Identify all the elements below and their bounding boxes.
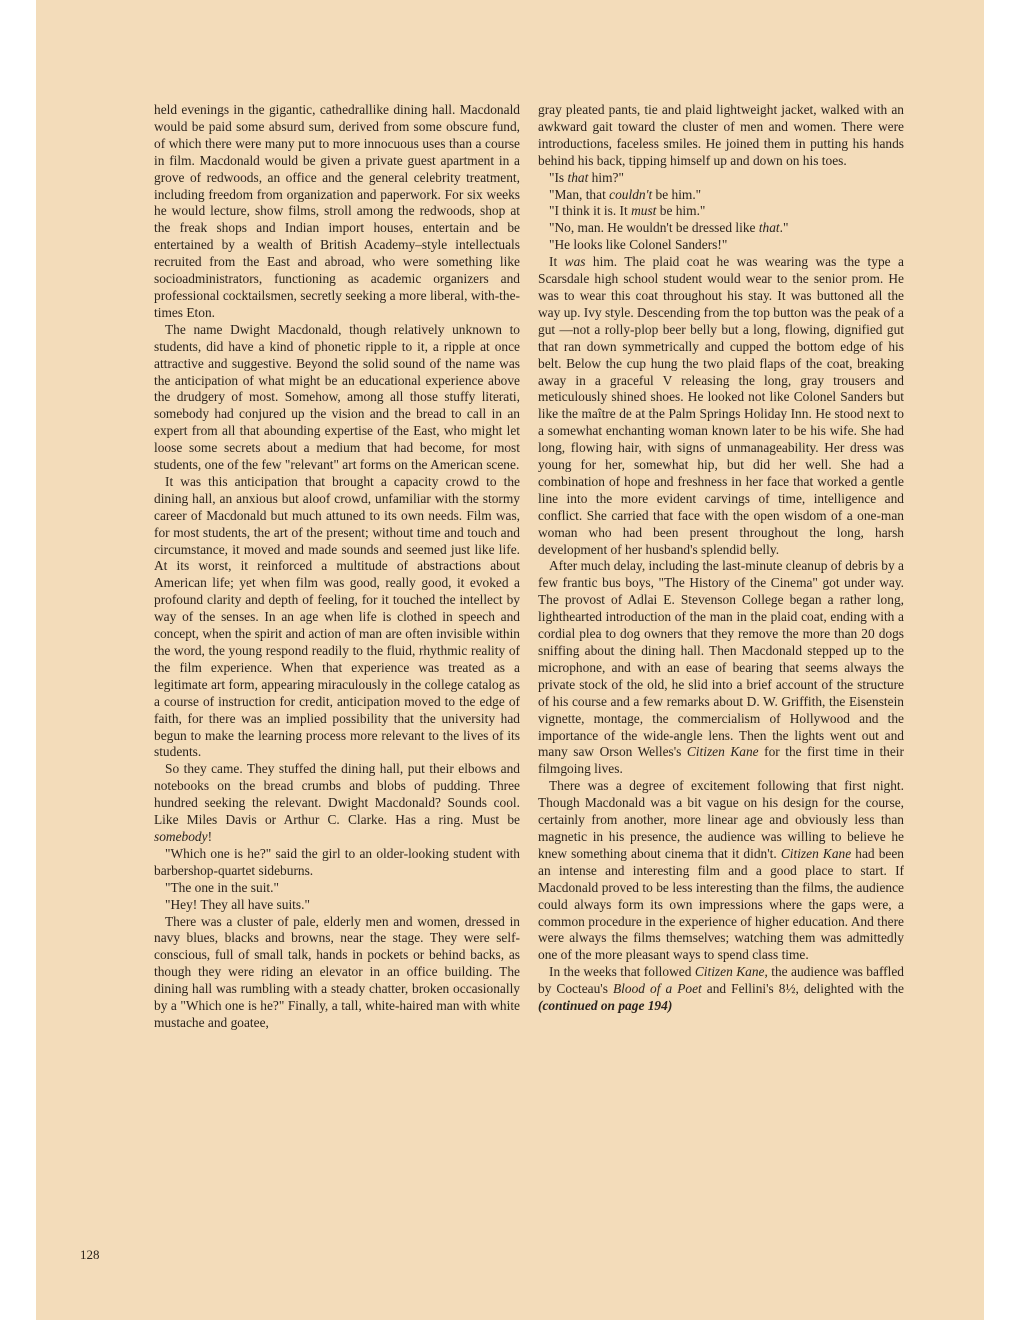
paragraph bbox=[154, 102, 520, 322]
left-text-column bbox=[154, 102, 520, 1032]
film-title: Blood of a Poet bbox=[612, 981, 702, 997]
paragraph bbox=[154, 846, 520, 880]
dialogue-line: "No, man. He wouldn't be dressed like bbox=[549, 220, 759, 236]
emphasis-text: somebody bbox=[154, 828, 208, 844]
paragraph bbox=[538, 102, 904, 170]
paragraph bbox=[154, 897, 520, 914]
paragraph-text: held evenings in the gigantic, cathedrallike dining hall. Macdonald would be paid some absurd sum, derived from some obscure fund, of which there were many put to more innocuous uses than a course in film. Macdonald would be given a private guest apartment in a grove of redwoods, an office and the general celebrity treatment, including freedom from organization and paperwork. For six weeks he would lecture, show films, stroll among the redwoods, shop at the freak shops and Indian import houses, entertain and be entertained by a wealth of British Academy–style intellectuals recruited from the East and abroad, who were something like socioadministrators, functioning as academic organizers and professional cocktailsmen, secretly seeking a more liberal, with-the-times Eton. bbox=[154, 102, 520, 320]
paragraph bbox=[538, 187, 904, 204]
dialogue-line: "Hey! They all have suits." bbox=[165, 896, 310, 912]
paragraph-text: , the audience was baffled by Cocteau's bbox=[538, 964, 904, 997]
paragraph-text: There was a degree of excitement following that first night. Though Macdonald was a bit vague on his design for the course, certainly from another, more linear age and obviously less than magnetic in his presence, the audience was willing to believe he knew something about cinema that it didn't. bbox=[538, 778, 904, 861]
paragraph bbox=[538, 237, 904, 254]
paragraph-text: had been an intense and interesting film and a good place to start. If Macdonald proved to be less interesting than the films, the audience could always form its own impressions where the gaps were, a common procedure in the experience of higher education. And there were always the films themselves; watching them was admittedly one of the more pleasant ways to spend class time. bbox=[538, 845, 904, 963]
paragraph bbox=[154, 880, 520, 897]
paragraph bbox=[538, 964, 904, 1015]
emphasis-text: must bbox=[631, 203, 657, 219]
dialogue-line: ." bbox=[779, 220, 789, 236]
paragraph-text: There was a cluster of pale, elderly men and women, dressed in navy blues, blacks and browns, near the stage. They were self-conscious, full of small talk, hands in pockets or behind backs, as though they were riding an elevator in an office building. The dining hall was rumbling with a steady chatter, broken occasionally by a "Which one is he?" Finally, a tall, white-haired man with white mustache and goatee, bbox=[154, 913, 520, 1030]
film-title: Citizen Kane bbox=[686, 744, 759, 760]
paragraph bbox=[538, 170, 904, 187]
emphasis-text: that bbox=[567, 169, 589, 185]
paragraph bbox=[538, 778, 904, 964]
paragraph bbox=[538, 220, 904, 237]
dialogue-line: be him." bbox=[652, 186, 702, 202]
paragraph bbox=[154, 761, 520, 846]
page-number: 128 bbox=[80, 1247, 100, 1262]
paragraph-text: for the first time in their filmgoing lives. bbox=[538, 744, 904, 777]
paragraph bbox=[154, 914, 520, 1032]
paragraph bbox=[538, 203, 904, 220]
dialogue-line: be him." bbox=[656, 203, 706, 219]
paragraph-text: It was this anticipation that brought a capacity crowd to the dining hall, an anxious but aloof crowd, unfamiliar with the stormy career of Macdonald but much attuned to its own needs. Film was, for most students, the art of the present; without time and touch and circumstance, it moved and made sounds and seemed just like life. At its worst, it reinforced a multitude of abstractions about American life; yet when film was good, really good, it evoked a profound clarity and depth of feeling, for it touched the intellect by way of the senses. In an age when life is clothed in speech and concept, when the spirit and action of man are often invisible within the word, the young respond readily to the fluid, rhythmic reality of the film experience. When that experience was treated as a legitimate art form, appearing miraculously in the college catalog as a course of instruction for credit, anticipation moved to the edge of faith, for there was an implied possibility that the university had begun to make the learning process more relevant to the lives of its students. bbox=[154, 473, 520, 760]
dialogue-line: "Man, that bbox=[549, 186, 610, 202]
paragraph-text: It bbox=[549, 254, 565, 270]
paragraph-text: So they came. They stuffed the dining hall, put their elbows and notebooks on the bread crumbs and blobs of pudding. Three hundred seeking the relevant. Dwight Macdonald? Sounds cool. Like Miles Davis or Arthur C. Clarke. Has a ring. Must be bbox=[154, 761, 520, 828]
emphasis-text: that bbox=[758, 220, 780, 236]
dialogue-line: "I think it is. It bbox=[549, 203, 632, 219]
dialogue-line: "He looks like Colonel Sanders!" bbox=[549, 237, 728, 253]
paragraph-text: ! bbox=[207, 828, 213, 844]
emphasis-text: couldn't bbox=[609, 186, 653, 202]
film-title: Citizen Kane bbox=[694, 964, 765, 980]
dialogue-line: "The one in the suit." bbox=[165, 879, 279, 895]
paragraph bbox=[154, 474, 520, 761]
right-text-column bbox=[538, 102, 904, 1015]
film-title: Citizen Kane bbox=[780, 845, 852, 861]
paragraph-text: him. The plaid coat he was wearing was the type a Scarsdale high school student would wear to the senior prom. He was to wear this coat throughout his stay. It was buttoned all the way up. Ivy style. Descending from the top button was the peak of a gut —not a rolly-plop beer belly but a long, flowing, dignified gut that ran down symmetrically and cupped the bottom edge of his belt. Below the cup hung the two plaid flaps of the coat, breaking away in a graceful V releasing the long, gray trousers and meticulously shined shoes. He looked not like Colonel Sanders but like the maître de at the Palm Springs Holiday Inn. He stood next to a somewhat enchanting woman known later to be his wife. She had long, flowing hair, with signs of unmanageability. Her dress was young for her, somewhat hip, but did her well. She had a combination of hope and freshness in her face that worked a gentle line into the more evident carvings of time, intelligence and conflict. She carried that face with the open wisdom of a one-man woman who had been present throughout the long, harsh development of her husband's splendid belly. bbox=[538, 254, 905, 557]
paragraph-text: After much delay, including the last-minute cleanup of debris by a few frantic bus boys, "The History of the Cinema" got under way. The provost of Adlai E. Stevenson College began a rather long, lighthearted introduction of the man in the plaid coat, ending with a cordial plea to dog owners that they remove the more than 20 dogs sniffing about the dining hall. Then Macdonald stepped up to the microphone, and with an ease of bearing that seems always the private stock of the old, he slid into a brief account of the structure of his course and a few remarks about D. W. Griffith, the Eisenstein vignette, montage, the commercialism of Hollywood and the importance of the wide-angle lens. Then the lights went out and many saw Orson Welles's bbox=[538, 558, 904, 760]
paragraph bbox=[154, 322, 520, 474]
paragraph bbox=[538, 558, 904, 778]
dialogue-line: him?" bbox=[588, 169, 624, 185]
paragraph bbox=[538, 254, 904, 558]
continued-note: (continued on page 194) bbox=[538, 998, 673, 1014]
dialogue-line: "Which one is he?" said the girl to an older-looking student with barbershop-quartet sideburns. bbox=[154, 845, 520, 878]
paragraph-text: and Fellini's 8½, delighted with the bbox=[701, 981, 904, 997]
paragraph-text: gray pleated pants, tie and plaid lightweight jacket, walked with an awkward gait toward the cluster of men and women. There were introductions, faceless smiles. He joined them in putting his hands behind his back, tipping himself up and down on his toes. bbox=[538, 102, 904, 168]
paragraph-text: In the weeks that followed bbox=[549, 964, 695, 980]
paragraph-text: The name Dwight Macdonald, though relatively unknown to students, did have a kind of phonetic ripple to it, a ripple at once attractive and suggestive. Beyond the solid sound of the name was the anticipation of what might be an educational experience above the drudgery of most. Somehow, among all those stuffy literati, somebody had conjured up the vision and the bread to call in an expert from all that abounding expertise of the East, who might let loose some secrets about a medium that had become, for most students, one of the few "relevant" art forms on the American scene. bbox=[154, 321, 520, 473]
dialogue-line: "Is bbox=[549, 169, 568, 185]
emphasis-text: was bbox=[564, 254, 586, 270]
